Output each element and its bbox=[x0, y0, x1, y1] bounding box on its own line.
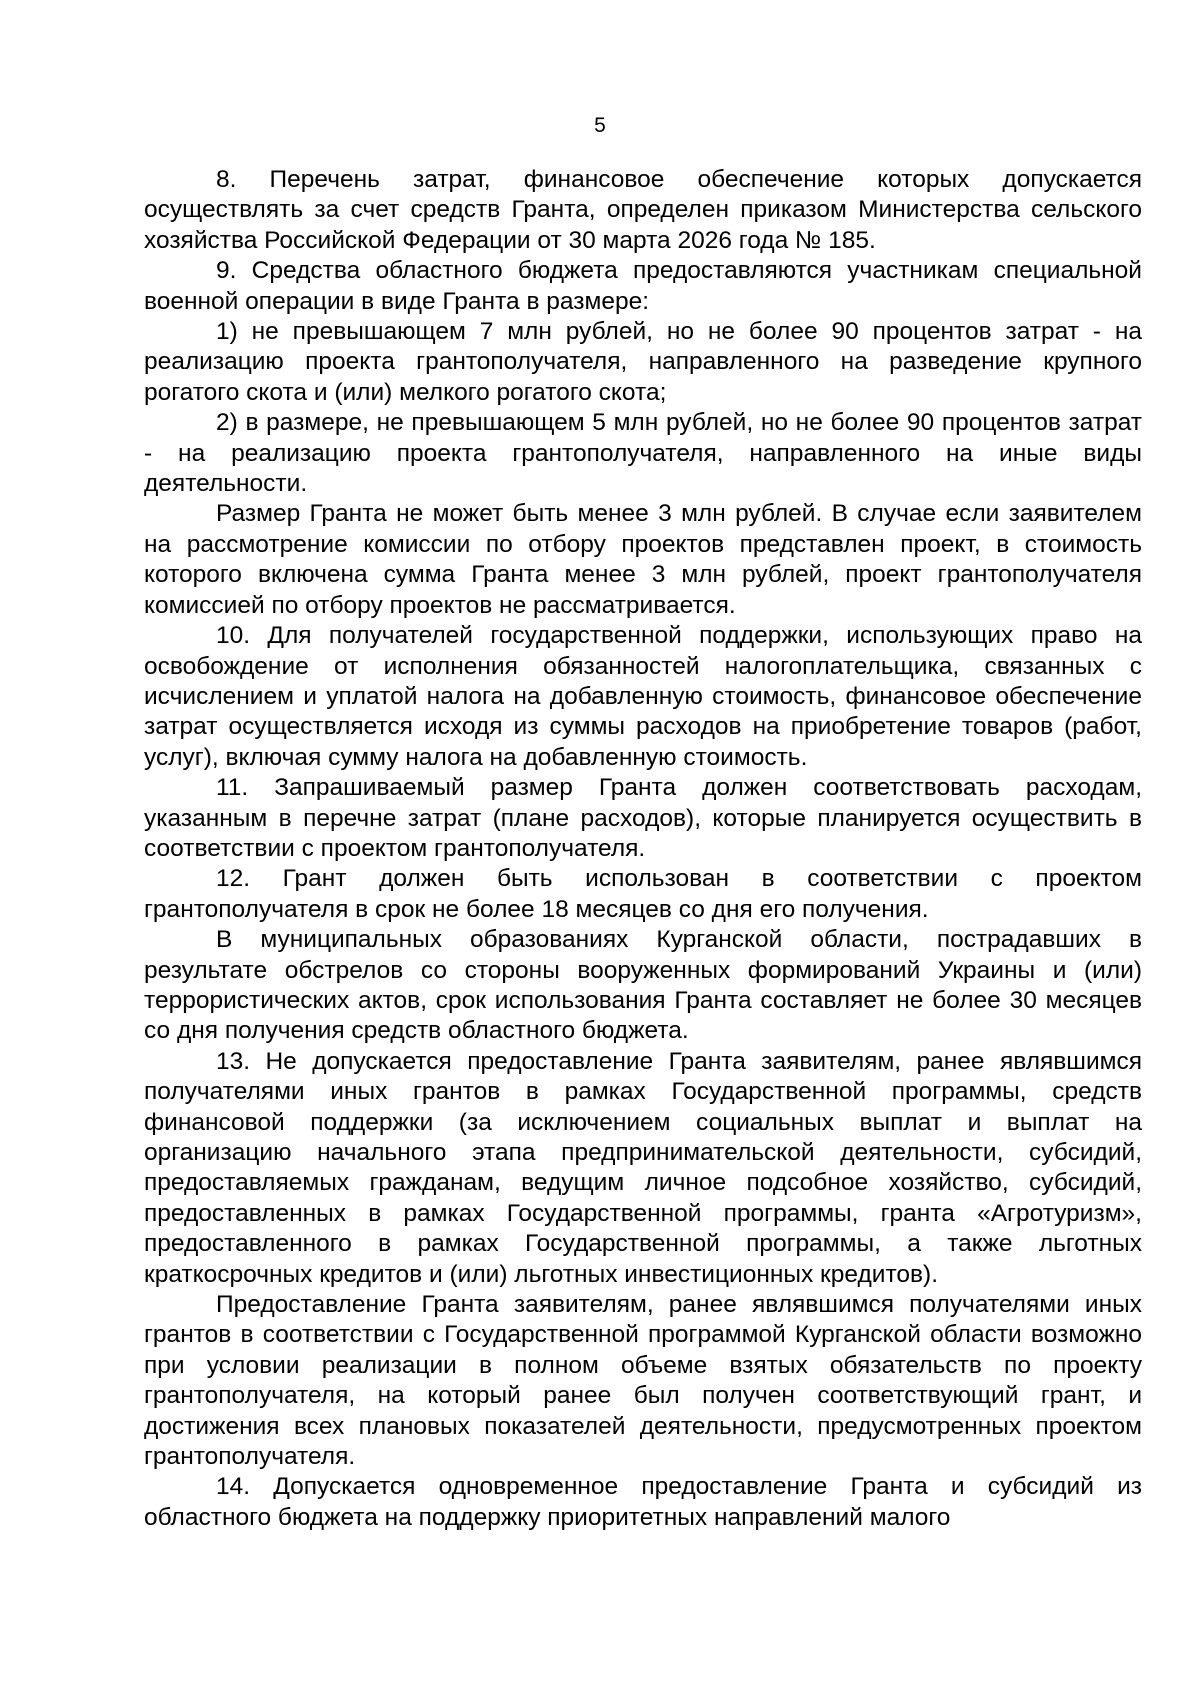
document-body bbox=[144, 165, 1142, 1533]
paragraph-13: 13. Не допускается предоставление Гранта заявителям, ранее являвшимся получателями иных грантов в рамках Государственной программы, средств финансовой поддержки (за исключением социальных выплат и выплат на организацию начального этапа предпринимательской деятельности, субсидий, предоставляемых гражданам, ведущим личное подсобное хозяйство, субсидий, предоставленных в рамках Государственной программы, гранта «Агротуризм», предоставленного в рамках Государственной программы, а также льготных краткосрочных кредитов и (или) льготных инвестиционных кредитов). bbox=[144, 1047, 1142, 1288]
paragraph-10: 10. Для получателей государственной поддержки, использующих право на освобождение от исполнения обязанностей налогоплательщика, связанных с исчислением и уплатой налога на добавленную стоимость, финансовое обеспечение затрат осуществляется исходя из суммы расходов на приобретение товаров (работ, услуг), включая сумму налога на добавленную стоимость. bbox=[144, 622, 1142, 771]
paragraph-14: 14. Допускается одновременное предоставление Гранта и субсидий из областного бюджета на поддержку приоритетных направлений малого bbox=[144, 1473, 1142, 1531]
paragraph-13-exception: Предоставление Гранта заявителям, ранее являвшимся получателями иных грантов в соответствии с Государственной программой Курганской области возможно при условии реализации в полном объеме взятых обязательств по проекту грантополучателя, на который ранее был получен соответствующий грант, и достижения всех плановых показателей деятельности, предусмотренных проектом грантополучателя. bbox=[144, 1291, 1142, 1471]
paragraph-8: 8. Перечень затрат, финансовое обеспечение которых допускается осуществлять за счет средств Гранта, определен приказом Министерства сельского хозяйства Российской Федерации от 30 марта 2026 года № 185. bbox=[144, 166, 1142, 254]
paragraph-11: 11. Запрашиваемый размер Гранта должен соответствовать расходам, указанным в перечне затрат (плане расходов), которые планируется осуществить в соответствии с проектом грантополучателя. bbox=[144, 774, 1142, 862]
page-number: 5 bbox=[594, 114, 606, 137]
paragraph-9: 9. Средства областного бюджета предоставляются участникам специальной военной операции в виде Гранта в размере: bbox=[144, 257, 1142, 315]
paragraph-9-grant-minimum: Размер Гранта не может быть менее 3 млн рублей. В случае если заявителем на рассмотрение комиссии по отбору проектов представлен проект, в стоимость которого включена сумма Гранта менее 3 млн рублей, проект грантополучателя комиссией по отбору проектов не рассматривается. bbox=[144, 500, 1142, 619]
paragraph-9-item-2: 2) в размере, не превышающем 5 млн рублей, но не более 90 процентов затрат - на реализацию проекта грантополучателя, направленного на иные виды деятельности. bbox=[144, 409, 1142, 498]
paragraph-12-extension: В муниципальных образованиях Курганской области, пострадавших в результате обстрелов со стороны вооруженных формирований Украины и (или) террористических актов, срок использования Гранта составляет не более 30 месяцев со дня получения средств областного бюджета. bbox=[144, 926, 1142, 1045]
paragraph-12: 12. Грант должен быть использован в соответствии с проектом грантополучателя в срок не более 18 месяцев со дня его получения. bbox=[144, 865, 1142, 923]
paragraph-9-item-1: 1) не превышающем 7 млн рублей, но не более 90 процентов затрат - на реализацию проекта грантополучателя, направленного на разведение крупного рогатого скота и (или) мелкого рогатого скота; bbox=[144, 318, 1142, 406]
